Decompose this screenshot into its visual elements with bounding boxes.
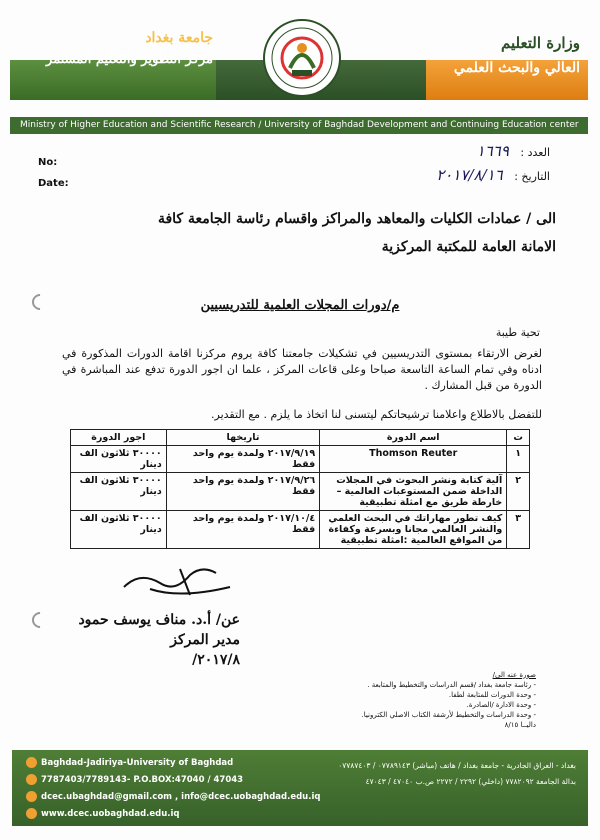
footer-phone: 7787403/7789143- P.O.BOX:47040 / 47043 [41, 775, 244, 785]
row-name: Thomson Reuter [320, 446, 507, 473]
ref-block-arabic [436, 140, 550, 188]
subject-line: م/دورات المجلات العلمية للتدريسيين [200, 298, 400, 313]
table-row [71, 473, 530, 511]
addressee-line2: الامانة العامة للمكتبة المركزية [381, 239, 556, 255]
row-num: ١ [507, 446, 530, 473]
ministry-name [430, 34, 580, 76]
courses-table [70, 429, 530, 549]
no-label: No: [38, 157, 58, 168]
email-icon [26, 791, 37, 802]
header-name: اسم الدورة [320, 430, 507, 446]
letter-footer [12, 750, 588, 826]
addressee [76, 205, 556, 261]
university-name-ar: جامعة بغداد [145, 30, 213, 46]
number-label: العدد : [520, 146, 550, 159]
ministry-name-line1: وزارة التعليم [501, 34, 580, 52]
row-num: ٢ [507, 473, 530, 511]
footer-contacts-ar [276, 758, 576, 790]
copies-item: - وحدة الدورات للمتابعة لطفا. [448, 691, 536, 699]
signature-icon [120, 565, 240, 601]
row-date: ٢٠١٧/٩/٢٦ ولمدة يوم واحد فقط [166, 473, 319, 511]
table-row [71, 446, 530, 473]
center-name-ar: مركز التطوير والتعليم المستمر [46, 52, 213, 67]
footer-address: Baghdad-Jadiriya-University of Baghdad [41, 758, 234, 768]
copies-title: صورة عنه الى/ [492, 671, 536, 679]
addressee-line1: الى / عمادات الكليات والمعاهد والمراكز واقسام رئاسة الجامعة كافة [157, 211, 556, 227]
punch-hole-mark [29, 609, 52, 632]
number-row [436, 140, 550, 164]
greeting: تحية طيبة [495, 326, 540, 339]
date-label: Date: [38, 178, 69, 189]
copies-item: - رئاسة جامعة بغداد /قسم الدراسات والتخطيط والمتابعة . [367, 681, 536, 689]
copies-item: - وحدة الادارة /الصادرة. [466, 701, 536, 709]
center-logo-icon [260, 12, 344, 112]
copies-initials: داليــا ٨/١٥ [504, 721, 536, 729]
header-fee: اجور الدورة [71, 430, 167, 446]
date-label-ar: التاريخ : [514, 170, 550, 183]
ref-labels-english [38, 152, 69, 194]
ministry-name-line2: العالي والبحث العلمي [453, 60, 580, 76]
signer-date: ٢٠١٧/٨/ [192, 652, 240, 668]
row-name: آلية كتابة ونشر البحوث في المجلات الداخلة ضمن المستوعبات العالمية – خارطة طريق مع امثلة تطبيقية [320, 473, 507, 511]
header-strip-english: Ministry of Higher Education and Scientific Research / University of Baghdad Development and Continuing Education center [10, 117, 588, 134]
footer-website: www.dcec.uobaghdad.edu.iq [41, 809, 180, 819]
signer-name: عن/ أ.د. مناف يوسف حمود [78, 612, 240, 628]
row-fee: ٣٠٠٠٠ ثلاثون الف دينار [71, 446, 167, 473]
header-num: ت [507, 430, 530, 446]
signer-block [78, 610, 240, 670]
globe-icon [26, 808, 37, 819]
header-date: تاريخها [166, 430, 319, 446]
center-name [28, 30, 213, 67]
number-value: ١٦٦٩ [476, 142, 509, 160]
row-num: ٣ [507, 511, 530, 549]
row-fee: ٣٠٠٠٠ ثلاثون الف دينار [71, 473, 167, 511]
row-date: ٢٠١٧/٩/١٩ ولمدة يوم واحد فقط [166, 446, 319, 473]
table-header-row [71, 430, 530, 446]
row-name: كيف تطور مهاراتك في البحث العلمي والنشر العالمي مجانا وبسرعة وكفاءة من المواقع العالمية :امثلة تطبيقية [320, 511, 507, 549]
closing-line: للتفضل بالاطلاع واعلامنا ترشيحاتكم ليتسنى لنا اتخاذ ما يلزم . مع التقدير. [211, 408, 542, 421]
letterhead [10, 12, 588, 134]
body-paragraph: لغرض الارتقاء بمستوى التدريسيين في تشكيلات جامعتنا كافة يروم مركزنا اقامة الدورات المذكورة في ادناه وفي تمام الساعة التاسعة صباحا وعلى قاعات المركز ، علما ان اجور الدورة تدفع عند المباشرة في الدورة من قبل المشارك . [62, 347, 542, 392]
signer-title: مدير المركز [170, 632, 240, 648]
row-date: ٢٠١٧/١٠/٤ ولمدة يوم واحد فقط [166, 511, 319, 549]
date-row [436, 164, 550, 188]
row-fee: ٣٠٠٠٠ ثلاثون الف دينار [71, 511, 167, 549]
copies-list [306, 670, 536, 730]
table-row [71, 511, 530, 549]
copies-item: - وحدة الدراسات والتخطيط لأرشفة الكتاب الاصلي الكترونيا. [361, 711, 536, 719]
phone-icon [26, 774, 37, 785]
footer-address-ar: بغداد - العراق الجادرية - جامعة بغداد / هاتف (مباشر) ٠٧٧٨٩١٤٣ / ٠٧٧٨٧٤٠٣ [338, 761, 576, 770]
location-icon [26, 757, 37, 768]
footer-email: dcec.ubaghdad@gmail.com , info@dcec.uobaghdad.edu.iq [41, 792, 321, 802]
date-value: ٢٠١٧/٨/١٦ [436, 166, 503, 184]
footer-exchange-ar: بدالة الجامعة ٧٧٨٢٠٩٢ (داخلي) ٢٢٩٢ / ٢٢٧٢ ص.ب ٤٧٠٤٠ / ٤٧٠٤٣ [365, 777, 576, 786]
